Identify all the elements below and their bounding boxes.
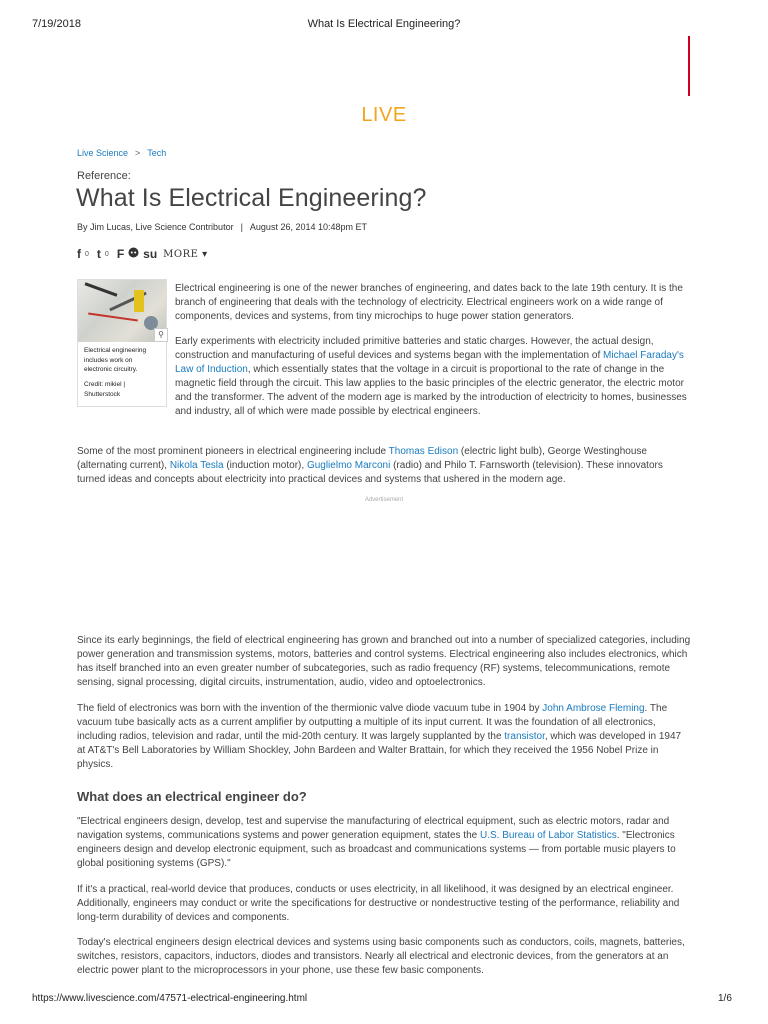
paragraph-2: Early experiments with electricity included primitive batteries and static charges. However, the actual design, construction and manufacturing of useful devices and systems began with the implementation of Michael Faraday's Law of Induction, which essentially states that the voltage in a circuit is proportional to the rate of change in the magnetic field through the circuit. This law applies to the basic principles of the electric generator, the electric motor and the transformer. The advent of the modern age is marked by the introduction of electricity to homes, businesses and industry, all of which were made possible by electrical engineers. <box>175 336 687 417</box>
figure-credit: Credit: mikiel | Shutterstock <box>84 381 126 398</box>
paragraph-4: Since its early beginnings, the field of electrical engineering has grown and branched out into a number of specialized categories, including power generation and transmission systems, motors, batteries and control systems. Electrical engineering also includes electronics, which has itself branched into an even greater number of subcategories, such as radio frequency (RF) systems, telecommunications, remote sensing, signal processing, digital circuits, instrumentation, audio, video and optoelectronics. <box>77 635 691 688</box>
byline-divider: | <box>240 222 243 232</box>
link-bureau-labor-statistics[interactable]: U.S. Bureau of Labor Statistics <box>479 830 617 841</box>
breadcrumb-separator: > <box>135 148 141 158</box>
breadcrumb-section-link[interactable]: Tech <box>147 148 167 158</box>
byline-date: August 26, 2014 10:48pm ET <box>249 222 368 232</box>
paragraph-6: "Electrical engineers design, develop, test and supervise the manufacturing of electrical equipment, such as electric motors, radar and navigation systems, communications systems and power generation equipment, states the U.S. Bureau of Labor Statistics. "Electronics engineers design and develop electronic equipment, such as broadcast and communications systems — from portable music players to global positioning systems (GPS)." <box>77 816 676 869</box>
chevron-down-icon: ▾ <box>202 248 208 260</box>
advertisement-label: Advertisement <box>364 497 404 503</box>
figure-image[interactable] <box>78 280 166 342</box>
site-logo[interactable]: LIVE <box>361 104 407 126</box>
breadcrumb <box>77 148 166 158</box>
link-john-ambrose-fleming[interactable]: John Ambrose Fleming <box>542 703 645 714</box>
magnifier-icon[interactable]: ⚲ <box>154 328 168 342</box>
link-transistor[interactable]: transistor <box>504 731 545 742</box>
print-date: 7/19/2018 <box>32 18 81 30</box>
header-accent-rule <box>688 36 690 96</box>
breadcrumb-home-link[interactable]: Live Science <box>77 148 129 158</box>
print-page-number: 1/6 <box>718 993 732 1004</box>
paragraph-3: Some of the most prominent pioneers in electrical engineering include Thomas Edison (electric light bulb), George Westinghouse (alternating current), Nikola Tesla (induction motor), Guglielmo Marconi (radio) and Philo T. Farnsworth (television). These innovators turned ideas and concepts about electricity into practical devices and systems that ushered in the modern age. <box>77 446 663 485</box>
paragraph-1: Electrical engineering is one of the newer branches of engineering, and dates back to the late 19th century. It is the branch of engineering that deals with the technology of electricity. Electrical engineers work on a wide range of components, devices and systems, from tiny microchips to huge power station generators. <box>175 283 683 322</box>
facebook-count: 0 <box>85 250 89 258</box>
print-url: https://www.livescience.com/47571-electrical-engineering.html <box>32 993 308 1004</box>
facebook-icon[interactable]: f <box>77 247 81 261</box>
link-faraday-law[interactable]: Michael Faraday's Law of Induction <box>175 350 684 375</box>
link-thomas-edison[interactable]: Thomas Edison <box>388 446 459 457</box>
article-figure <box>77 279 167 407</box>
paragraph-7: If it's a practical, real-world device that produces, conducts or uses electricity, in all likelihood, it was designed by an electrical engineer. Additionally, engineers may conduct or write the specifications for destructive or nondestructive testing of the performance, reliability and long-term durability of devices and components. <box>77 884 680 923</box>
flipboard-icon[interactable]: F <box>116 247 125 261</box>
figure-caption: Electrical engineering includes work on electronic circuitry. <box>84 347 147 373</box>
twitter-count: 0 <box>104 250 109 258</box>
byline <box>77 222 367 232</box>
twitter-icon[interactable]: t <box>96 247 101 261</box>
link-guglielmo-marconi[interactable]: Guglielmo Marconi <box>306 460 391 471</box>
byline-author[interactable]: By Jim Lucas, Live Science Contributor <box>77 222 234 232</box>
paragraph-5: The field of electronics was born with the invention of the thermionic valve diode vacuum tube in 1904 by John Ambrose Fleming. The vacuum tube basically acts as a current amplifier by outputting a multiple of its input current. It was the foundation of all electronics, including radios, television and radar, until the mid-20th century. It was largely supplanted by the transistor, which was developed in 1947 at AT&T's Bell Laboratories by William Shockley, John Bardeen and Walter Brattain, for which they received the 1956 Nobel Prize in physics. <box>77 703 682 770</box>
link-nikola-tesla[interactable]: Nikola Tesla <box>169 460 224 471</box>
stumbleupon-icon[interactable]: su <box>143 247 158 261</box>
article-title: What Is Electrical Engineering? <box>76 184 427 212</box>
reddit-icon[interactable] <box>128 247 139 261</box>
paragraph-8: Today's electrical engineers design electrical devices and systems using basic components such as conductors, coils, magnets, batteries, switches, resistors, capacitors, inductors, diodes and transistors. Nearly all electrical and electronic devices, from the generators at an electric power plant to the microprocessors in your phone, use these few basic components. <box>77 937 685 976</box>
share-more-button[interactable] <box>163 249 208 260</box>
article-kicker: Reference: <box>77 170 131 182</box>
print-title: What Is Electrical Engineering? <box>307 18 461 30</box>
section-heading: What does an electrical engineer do? <box>77 789 307 804</box>
share-bar <box>77 245 208 263</box>
share-more-label: MORE <box>163 248 199 260</box>
